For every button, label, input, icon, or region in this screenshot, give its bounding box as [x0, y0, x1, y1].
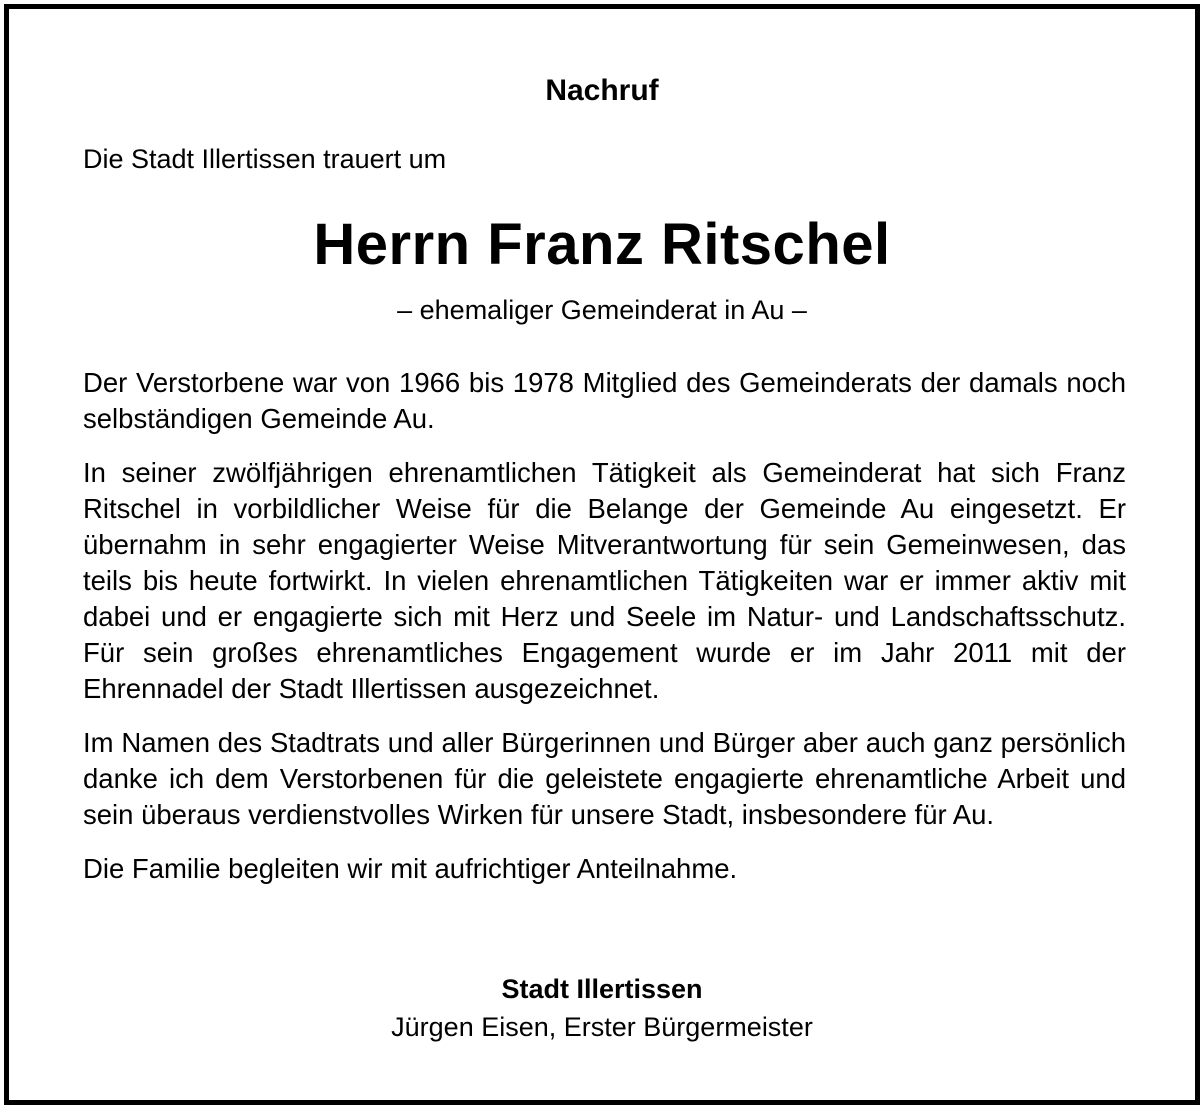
deceased-name: Herrn Franz Ritschel — [313, 212, 891, 277]
deceased-role: – ehemaliger Gemeinderat in Au – — [397, 295, 807, 325]
notice-heading: Nachruf — [545, 74, 659, 107]
intro-line: Die Stadt Illertissen trauert um — [83, 144, 447, 174]
paragraph-membership: Der Verstorbene war von 1966 bis 1978 Mitglied des Gemeinderats der damals noch selbständigen Gemeinde Au. — [83, 367, 1126, 434]
signature-organization: Stadt Illertissen — [501, 974, 703, 1004]
notice-body — [83, 365, 1126, 905]
paragraph-service: In seiner zwölfjährigen ehrenamtlichen Tätigkeit als Gemeinderat hat sich Franz Ritschel in vorbildlicher Weise für die Belange der Gemeinde Au eingesetzt. Er übernahm in sehr engagierter Weise Mitverantwortung für sein Gemeinwesen, das teils bis heute fortwirkt. In vielen ehrenamtlichen Tätigkeiten war er immer aktiv mit dabei und er engagierte sich mit Herz und Seele im Natur- und Landschaftsschutz. Für sein großes ehrenamtliches Engagement wurde er im Jahr 2011 mit der Ehrennadel der Stadt Illertissen ausgezeichnet. — [83, 457, 1126, 704]
obituary-notice — [4, 4, 1200, 1105]
paragraph-condolence: Die Familie begleiten wir mit aufrichtiger Anteilnahme. — [83, 853, 738, 884]
signature-person: Jürgen Eisen, Erster Bürgermeister — [391, 1012, 813, 1042]
paragraph-thanks: Im Namen des Stadtrats und aller Bürgerinnen und Bürger aber auch ganz persönlich danke ich dem Verstorbenen für die geleistete engagierte ehrenamtliche Arbeit und sein überaus verdienstvolles Wirken für unsere Stadt, insbesondere für Au. — [83, 727, 1126, 830]
